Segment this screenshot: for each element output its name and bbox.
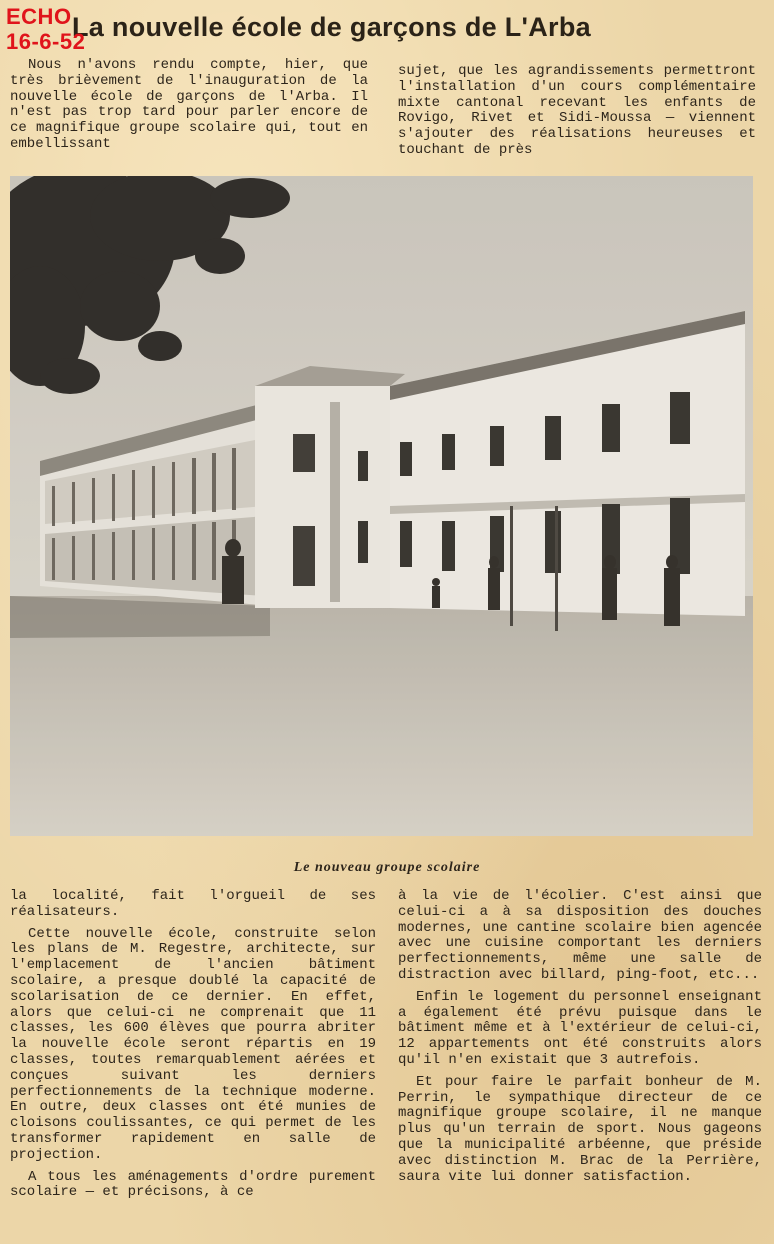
stamp-source: ECHO [6, 4, 72, 29]
article-column-2 [398, 64, 756, 159]
article-column-1 [10, 58, 368, 153]
paragraph: Cette nouvelle école, construite selon les plans de M. Regestre, architecte, sur l'emplacement de l'ancien bâtiment scolaire, a presque doublé la capacité de scolarisation de ce dernier. En effet, alors que celui-ci ne comprenait que 11 classes, les 600 élèves que pourra abriter la nouvelle école seront répartis en 19 classes, toutes remarquablement aérées et conçues suivant les derniers perfectionnements de la technique moderne. En outre, deux classes ont été munies de cloisons coulissantes, ce qui permet de les transformer rapidement en salle de projection. [10, 925, 376, 1163]
paragraph: A tous les aménagements d'ordre purement scolaire — et précisons, à ce [10, 1168, 376, 1201]
article-column-4 [398, 889, 762, 1185]
stamp-date: 16-6-52 [6, 29, 86, 54]
paragraph: sujet, que les agrandissements permettront l'installation d'un cours complémentaire mixte cantonal recevant les enfants de Rovigo, Rivet et Sidi-Moussa — viennent s'ajouter des réalisations heureuses et touchant de près [398, 63, 756, 158]
paragraph: Enfin le logement du personnel enseignant a également été prévu puisque dans le bâtiment même et à l'extérieur de celui-ci, 12 appartements ont été construits alors qu'il n'en existait que 3 autrefois. [398, 988, 762, 1068]
paragraph: Nous n'avons rendu compte, hier, que très brièvement de l'inauguration de la nouvelle école de garçons de l'Arba. Il n'est pas trop tard pour parler encore de ce magnifique groupe scolaire qui, tout en embellissant [10, 57, 368, 152]
school-building-image [10, 176, 753, 836]
photo-caption: Le nouveau groupe scolaire [293, 860, 481, 875]
source-stamp [6, 4, 85, 54]
school-photo [10, 176, 753, 836]
paragraph: la localité, fait l'orgueil de ses réalisateurs. [10, 888, 376, 920]
paragraph: à la vie de l'écolier. C'est ainsi que celui-ci a à sa disposition des douches modernes, une cantine scolaire bien agencée avec une cuisine comportant les derniers perfectionnements, même une salle de distraction avec billard, ping-foot, etc... [398, 888, 762, 983]
article-column-3 [10, 889, 376, 1201]
paragraph: Et pour faire le parfait bonheur de M. Perrin, le sympathique directeur de ce magnifique groupe scolaire, il ne manque plus qu'un terrain de sport. Nous gageons que la municipalité arbéenne, que préside avec distinction M. Brac de la Perrière, saura vite lui donner satisfaction. [398, 1073, 762, 1185]
headline: La nouvelle école de garçons de L'Arba [72, 12, 591, 42]
